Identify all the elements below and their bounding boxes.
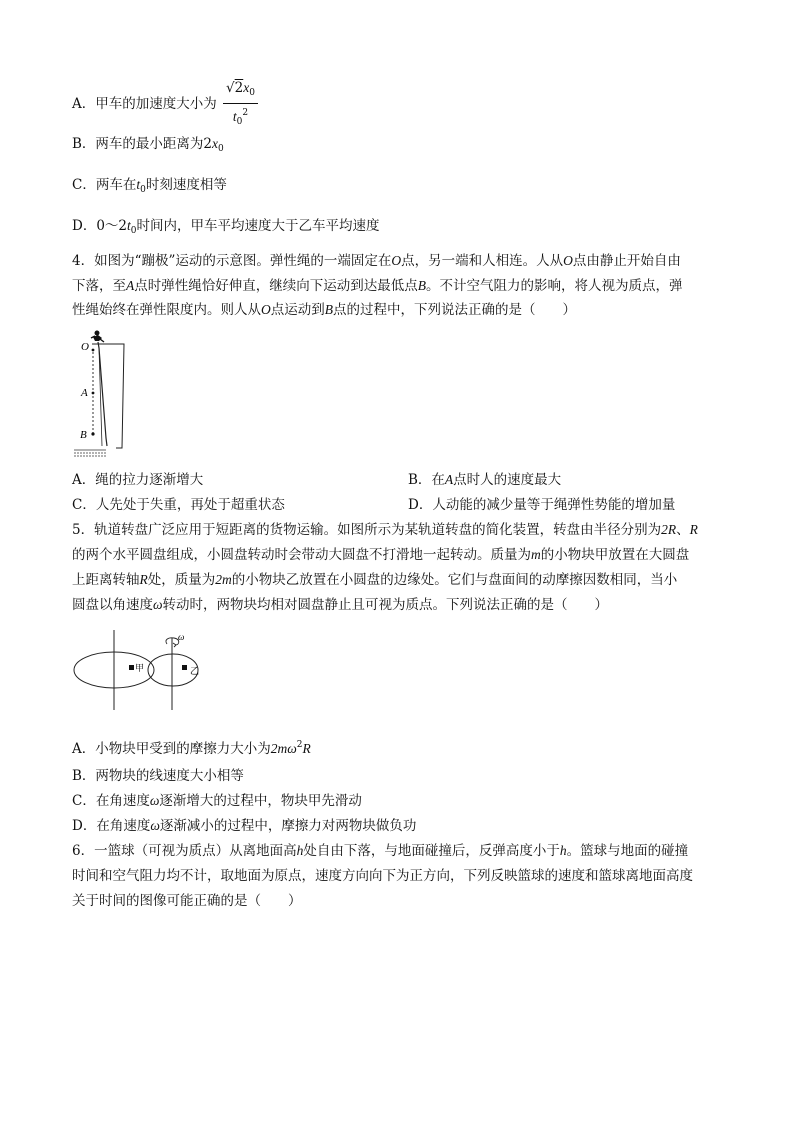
q5-option-a: A．小物块甲受到的摩擦力大小为$2m\omega^2R$ — [72, 740, 311, 757]
q3-option-a: A．甲车的加速度大小为 $\frac{√2x_0}{t_0^2}$ — [72, 78, 258, 131]
q3-option-d: D．$0\sim 2t_0$时间内，甲车平均速度大于乙车平均速度 — [72, 218, 380, 236]
q4-option-d: D．人动能的减少量等于绳弹性势能的增加量 — [408, 497, 676, 513]
label-a: A — [81, 387, 88, 399]
q5-option-d: D．在角速度ω逐渐减小的过程中，摩擦力对两物块做负功 — [72, 818, 417, 834]
point-a — [92, 392, 95, 395]
block-yi — [182, 665, 187, 670]
q3-option-b: B．两车的最小距离为$2x_0$ — [72, 136, 224, 154]
q5-option-c: C．在角速度ω逐渐增大的过程中，物块甲先滑动 — [72, 793, 362, 809]
point-b — [91, 432, 94, 435]
turntable-figure — [72, 628, 222, 712]
q3-option-c: C．两车在$t_0$时刻速度相等 — [72, 177, 227, 195]
acceleration-fraction: $\frac{√2x_0}{t_0^2}$ — [223, 78, 258, 131]
point-o — [92, 349, 95, 352]
q4-option-c: C．人先处于失重，再处于超重状态 — [72, 497, 285, 513]
label-omega: ω — [178, 632, 185, 642]
q6-stem-line-1: 6．一篮球（可视为质点）从离地面高h处自由下落，与地面碰撞后，反弹高度小于h。篮球与地面的碰撞 — [72, 843, 689, 859]
q5-option-b: B．两物块的线速度大小相等 — [72, 768, 244, 784]
label-o: O — [81, 341, 89, 353]
q5-stem-line-2: 的两个水平圆盘组成，小圆盘转动时会带动大圆盘不打滑地一起转动。质量为m的小物块甲放置在大圆盘 — [72, 547, 690, 563]
label-jia: 甲 — [135, 663, 145, 673]
ground-hatch — [74, 450, 106, 456]
label-yi: 乙 — [190, 666, 200, 676]
bungee-figure — [72, 328, 138, 458]
q6-stem-line-2: 时间和空气阻力均不计，取地面为原点，速度方向向下为正方向，下列反映篮球的速度和篮球离地面高度 — [72, 868, 693, 884]
q4-stem-line-2: 下落，至A点时弹性绳恰好伸直，继续向下运动到达最低点B。不计空气阻力的影响，将人视为质点，弹 — [72, 278, 683, 294]
person-icon — [91, 331, 104, 343]
label-b: B — [80, 429, 87, 441]
q4-option-a: A．绳的拉力逐渐增大 — [72, 472, 204, 488]
q4-stem-line-3: 性绳始终在弹性限度内。则人从O点运动到B点的过程中，下列说法正确的是（ ） — [72, 302, 576, 318]
q5-stem-line-1: 5．轨道转盘广泛应用于短距离的货物运输。如图所示为某轨道转盘的简化装置，转盘由半径分别为2R、R — [72, 522, 698, 538]
q4-option-b: B．在A点时人的速度最大 — [408, 472, 562, 488]
q5-stem-line-3: 上距离转轴R处，质量为2m的小物块乙放置在小圆盘的边缘处。它们与盘面间的动摩擦因数相同，当小 — [72, 572, 678, 588]
q4-stem-line-1: 4．如图为“蹦极”运动的示意图。弹性绳的一端固定在O点，另一端和人相连。人从O点由静止开始自由 — [72, 253, 681, 269]
cliff-outline — [92, 344, 124, 448]
q5-stem-line-4: 圆盘以角速度ω转动时，两物块均相对圆盘静止且可视为质点。下列说法正确的是（ ） — [72, 597, 609, 613]
block-jia — [129, 665, 134, 670]
sqrt-sign: √ — [226, 80, 235, 96]
q6-stem-line-3: 关于时间的图像可能正确的是（ ） — [72, 893, 302, 909]
